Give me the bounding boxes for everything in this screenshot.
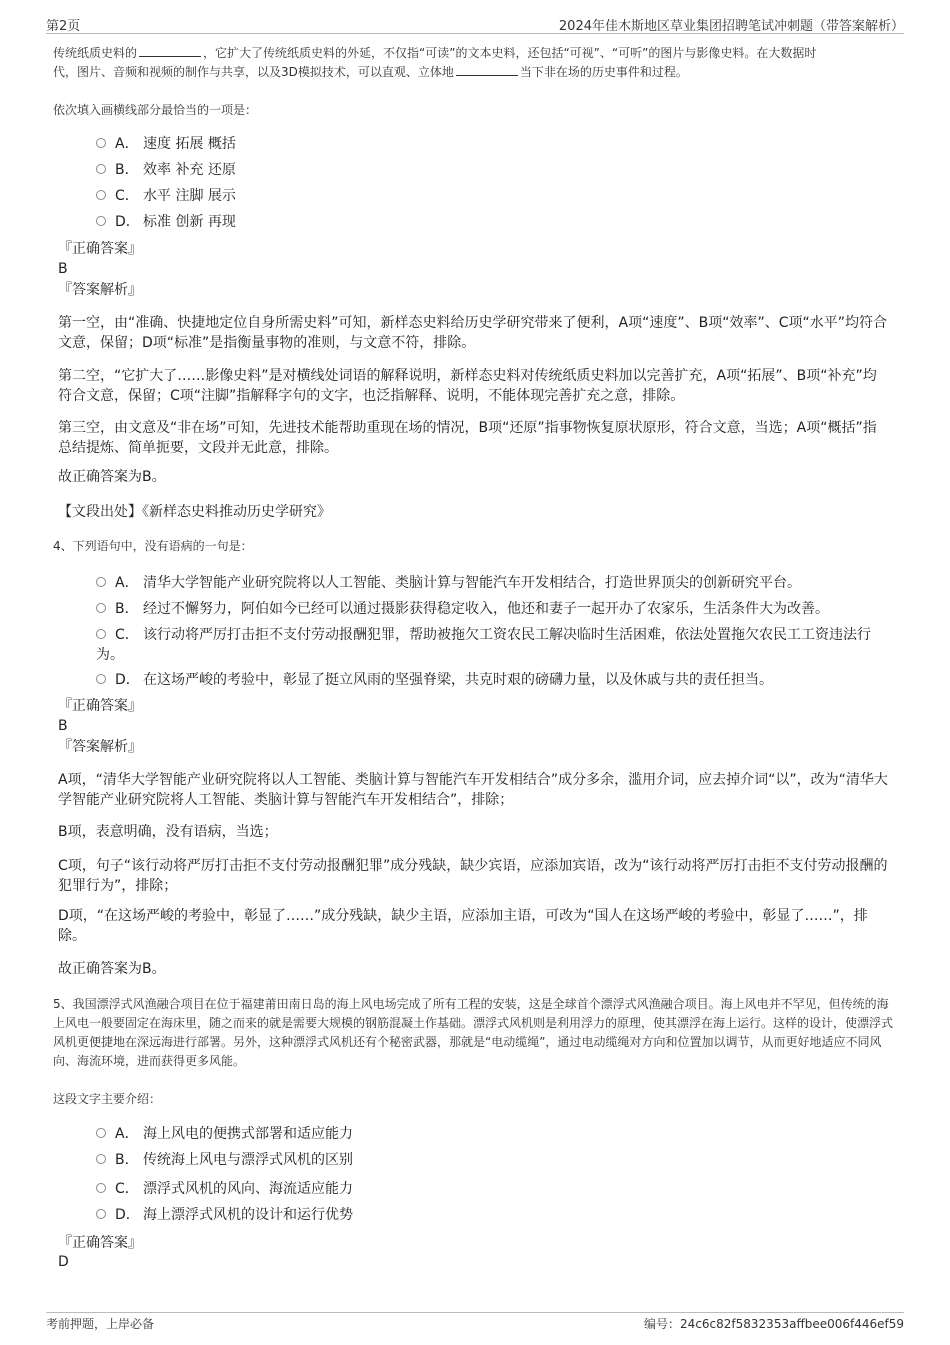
q3-source: 【文段出处】《新样态史料推动历史学研究》 [58, 504, 331, 520]
q5-answer: D [58, 1254, 69, 1270]
radio-icon[interactable] [96, 1209, 106, 1219]
page-header [46, 13, 904, 34]
q5-option-a[interactable]: A． 海上风电的便携式部署和适应能力 [96, 1124, 896, 1144]
q3-prompt: 依次填入画横线部分最恰当的一项是： [53, 103, 258, 117]
q3-passage: 传统纸质史料的 ，它扩大了传统纸质史料的外延，不仅指“可读”的文本史料，还包括“可视”、“可听”的图片与影像史料。在大数据时 代，图片、音频和视频的制作与共享，以及3D模拟技术，可以直观、立体地 当下非在场的历史事件和过程。 [53, 46, 817, 79]
radio-icon[interactable] [96, 577, 106, 587]
q4-analysis-conclusion: 故正确答案为B。 [58, 961, 166, 977]
q3-analysis-4: 故正确答案为B。 [58, 469, 166, 485]
q4-analysis-b: B项，表意明确，没有语病，当选； [58, 824, 278, 840]
q5-passage: 5、我国漂浮式风渔融合项目在位于福建莆田南日岛的海上风电场完成了所有工程的安装，这是全球首个漂浮式风渔融合项目。海上风电并不罕见，但传统的海上风电一般要固定在海床里，随之而来的就是需要大规模的钢筋混凝土作基础。漂浮式风机则是利用浮力的原理，使其漂浮在海上运行。这样的设计，使漂浮式风机更便捷地在深远海进行部署。另外，这种漂浮式风机还有个秘密武器，那就是“电动缆绳”，通过电动缆绳对方向和位置加以调节，从而更好地适应不同风向、海流环境，进而获得更多风能。 [53, 997, 894, 1068]
radio-icon[interactable] [96, 216, 106, 226]
q4-analysis-c: C项，句子“该行动将严厉打击拒不支付劳动报酬犯罪”成分残缺，缺少宾语，应添加宾语，改为“该行动将严厉打击拒不支付劳动报酬的犯罪行为”，排除； [58, 858, 888, 894]
q4-option-c[interactable]: C． 该行动将严厉打击拒不支付劳动报酬犯罪，帮助被拖欠工资农民工解决临时生活困难，依法处置拖欠农民工工资违法行为。 [96, 627, 871, 663]
radio-icon[interactable] [96, 629, 106, 639]
q3-option-d[interactable]: D． 标准 创新 再现 [96, 212, 896, 232]
q4-analysis-label: 『答案解析』 [58, 739, 142, 755]
q4-answer-label: 『正确答案』 [58, 698, 142, 714]
q3-option-a[interactable]: A． 速度 拓展 概括 [96, 134, 896, 154]
q4-option-a[interactable]: A． 清华大学智能产业研究院将以人工智能、类脑计算与智能汽车开发相结合，打造世界顶尖的创新研究平台。 [96, 573, 896, 593]
q3-answer-label: 『正确答案』 [58, 241, 142, 257]
q3-analysis-1: 第一空，由“准确、快捷地定位自身所需史料”可知，新样态史料给历史学研究带来了便利，A项“速度”、B项“效率”、C项“水平”均符合文意，保留；D项“标准”是指衡量事物的准则，与文意不符，排除。 [58, 315, 887, 351]
document-code: 编号：24c6c82f5832353affbee006f446ef59 [644, 1317, 904, 1331]
q4-option-b[interactable]: B． 经过不懈努力，阿伯如今已经可以通过摄影获得稳定收入，他还和妻子一起开办了农家乐，生活条件大为改善。 [96, 599, 896, 619]
radio-icon[interactable] [96, 1154, 106, 1164]
footer-slogan: 考前押题，上岸必备 [46, 1317, 155, 1331]
q4-analysis-a: A项，“清华大学智能产业研究院将以人工智能、类脑计算与智能汽车开发相结合”成分多余，滥用介词，应去掉介词“以”，改为“清华大学智能产业研究院将人工智能、类脑计算与智能汽车开发相结合”，排除； [58, 772, 888, 808]
page-number: 第2页 [46, 19, 81, 34]
blank-line [456, 63, 518, 76]
q3-option-c[interactable]: C． 水平 注脚 展示 [96, 186, 896, 206]
radio-icon[interactable] [96, 190, 106, 200]
q3-answer: B [58, 261, 68, 277]
radio-icon[interactable] [96, 164, 106, 174]
q5-option-b[interactable]: B． 传统海上风电与漂浮式风机的区别 [96, 1150, 896, 1170]
q3-option-b[interactable]: B． 效率 补充 还原 [96, 160, 896, 180]
q3-analysis-2: 第二空，“它扩大了……影像史料”是对横线处词语的解释说明，新样态史料对传统纸质史料加以完善扩充，A项“拓展”、B项“补充”均符合文意，保留；C项“注脚”指解释字句的文字，也泛指解释、说明，不能体现完善扩充之意，排除。 [58, 368, 877, 404]
q5-option-d[interactable]: D． 海上漂浮式风机的设计和运行优势 [96, 1205, 896, 1225]
page-footer [46, 1312, 904, 1335]
q5-prompt: 这段文字主要介绍： [53, 1092, 162, 1106]
q3-analysis-3: 第三空，由文意及“非在场”可知，先进技术能帮助重现在场的情况，B项“还原”指事物恢复原状原形，符合文意，当选；A项“概括”指总结提炼、简单扼要，文段并无此意，排除。 [58, 420, 877, 456]
q4-option-d[interactable]: D． 在这场严峻的考验中，彰显了挺立风雨的坚强脊梁，共克时艰的磅礴力量，以及休戚与共的责任担当。 [96, 670, 896, 690]
q4-analysis-d: D项，“在这场严峻的考验中，彰显了……”成分残缺，缺少主语，应添加主语，可改为“国人在这场严峻的考验中，彰显了……”，排除。 [58, 908, 868, 944]
q5-option-c[interactable]: C． 漂浮式风机的风向、海流适应能力 [96, 1179, 896, 1199]
radio-icon[interactable] [96, 138, 106, 148]
radio-icon[interactable] [96, 1183, 106, 1193]
q5-answer-label: 『正确答案』 [58, 1235, 142, 1251]
radio-icon[interactable] [96, 1128, 106, 1138]
q4-question: 4、下列语句中，没有语病的一句是： [53, 539, 253, 553]
radio-icon[interactable] [96, 674, 106, 684]
q3-analysis-label: 『答案解析』 [58, 282, 142, 298]
document-title: 2024年佳木斯地区草业集团招聘笔试冲刺题（带答案解析） [558, 19, 904, 34]
q4-answer: B [58, 718, 68, 734]
blank-line [139, 44, 201, 57]
radio-icon[interactable] [96, 603, 106, 613]
